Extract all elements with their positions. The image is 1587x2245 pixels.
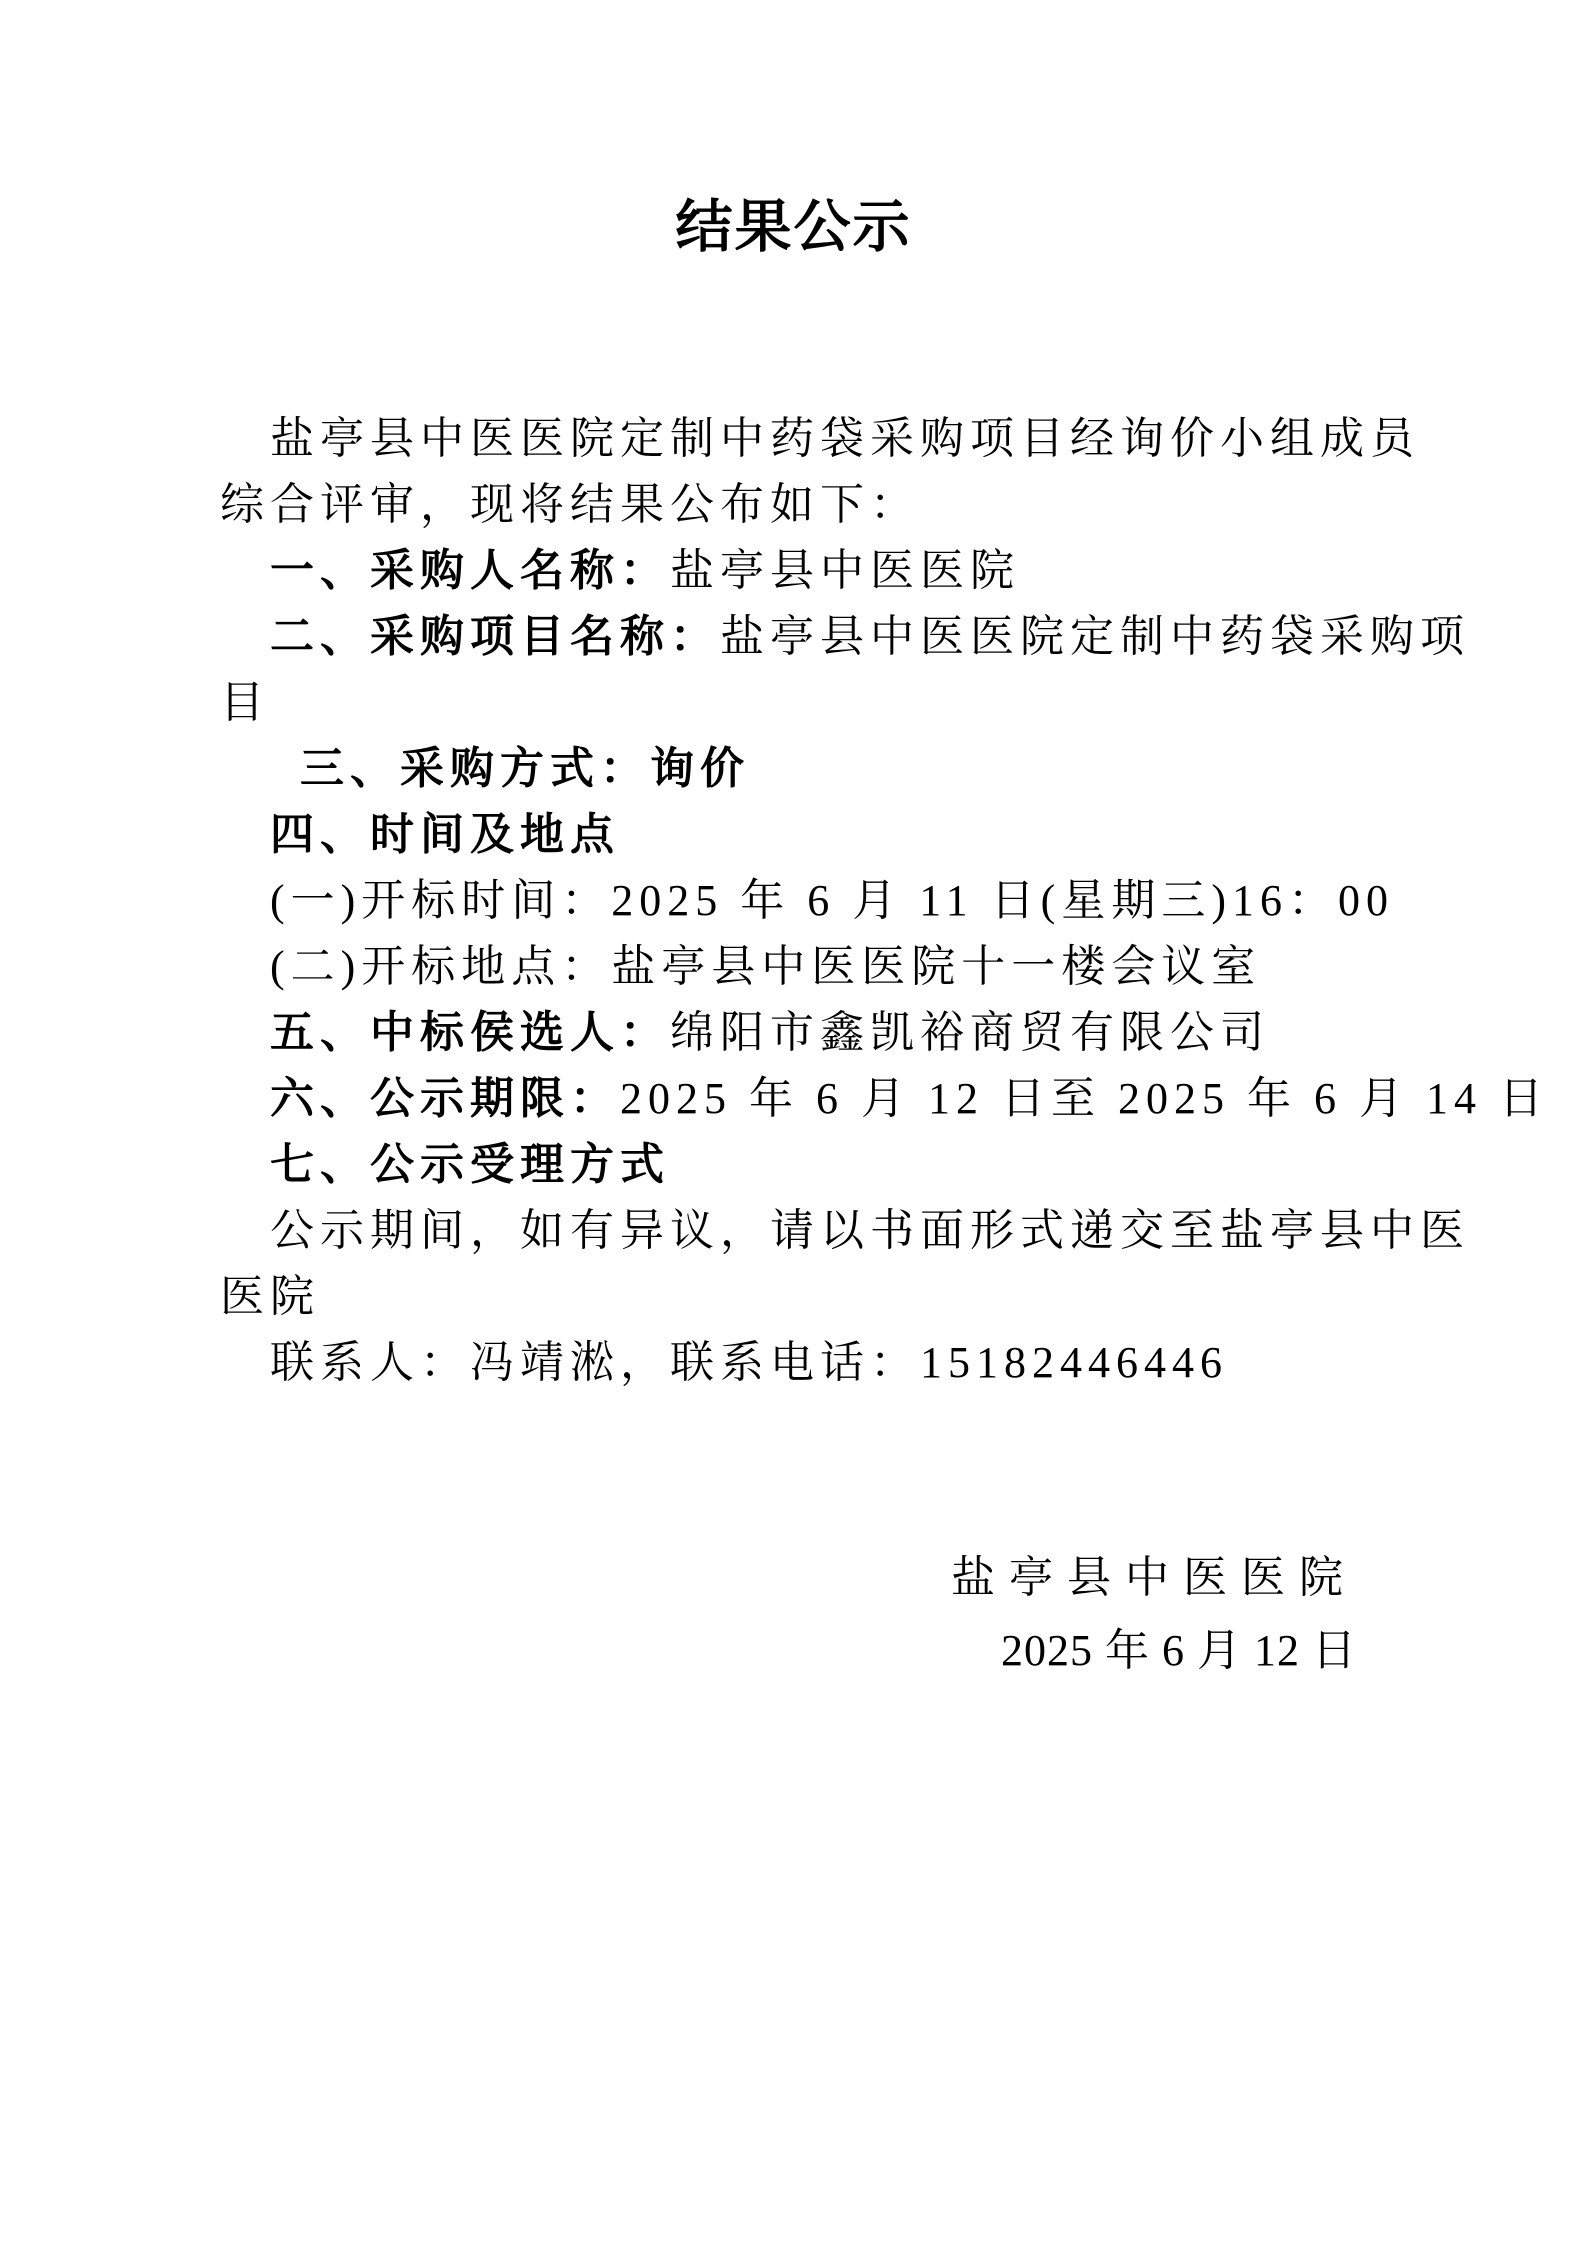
doc-line-text: 2025 年 6 月 12 日至 2025 年 6 月 14 日	[620, 1074, 1549, 1123]
doc-line-text: 医院	[220, 1272, 320, 1321]
signature-organization: 盐亭县中医医院	[951, 1553, 1357, 1602]
doc-line	[220, 802, 1527, 868]
doc-line-heading: 七、公示受理方式	[270, 1140, 670, 1189]
doc-line	[220, 1000, 1527, 1066]
doc-line-heading: 一、采购人名称：	[270, 546, 670, 595]
doc-line-text: (一)开标时间：2025 年 6 月 11 日(星期三)16：00	[270, 876, 1394, 925]
doc-line-text: 盐亭县中医医院定制中药袋采购项	[720, 612, 1470, 661]
doc-line-heading: 三、采购方式：询价	[300, 744, 750, 793]
doc-line	[220, 1066, 1549, 1132]
doc-line	[220, 406, 1527, 472]
doc-line	[220, 736, 1527, 802]
doc-line	[220, 934, 1527, 1000]
document-title: 结果公示	[675, 196, 912, 259]
doc-line	[220, 1198, 1527, 1264]
doc-line-heading: 五、中标侯选人：	[270, 1008, 670, 1057]
doc-line-heading: 六、公示期限：	[270, 1074, 620, 1123]
doc-line	[220, 1264, 1527, 1330]
doc-line-text: 绵阳市鑫凯裕商贸有限公司	[670, 1008, 1270, 1057]
doc-line-text: (二)开标地点：盐亭县中医医院十一楼会议室	[270, 942, 1262, 991]
doc-line	[220, 1132, 1527, 1198]
doc-line-heading: 二、采购项目名称：	[270, 612, 720, 661]
signature-block	[0, 1541, 1587, 1687]
doc-line-text: 公示期间，如有异议，请以书面形式递交至盐亭县中医	[270, 1206, 1470, 1255]
signature-date: 2025 年 6 月 12 日	[1001, 1626, 1357, 1675]
doc-line	[220, 670, 1527, 736]
doc-line-text: 目	[220, 678, 270, 727]
document-body	[0, 406, 1587, 1396]
doc-line-text: 盐亭县中医医院	[670, 546, 1020, 595]
doc-line-text: 综合评审，现将结果公布如下：	[220, 480, 920, 529]
doc-line	[220, 604, 1527, 670]
doc-line-text: 联系人：冯靖淞，联系电话：15182446446	[270, 1338, 1228, 1387]
doc-line	[220, 472, 1527, 538]
doc-line	[220, 868, 1527, 934]
doc-line	[220, 538, 1527, 604]
doc-line-heading: 四、时间及地点	[270, 810, 620, 859]
doc-line-text: 盐亭县中医医院定制中药袋采购项目经询价小组成员	[270, 414, 1420, 463]
doc-line	[220, 1330, 1527, 1396]
